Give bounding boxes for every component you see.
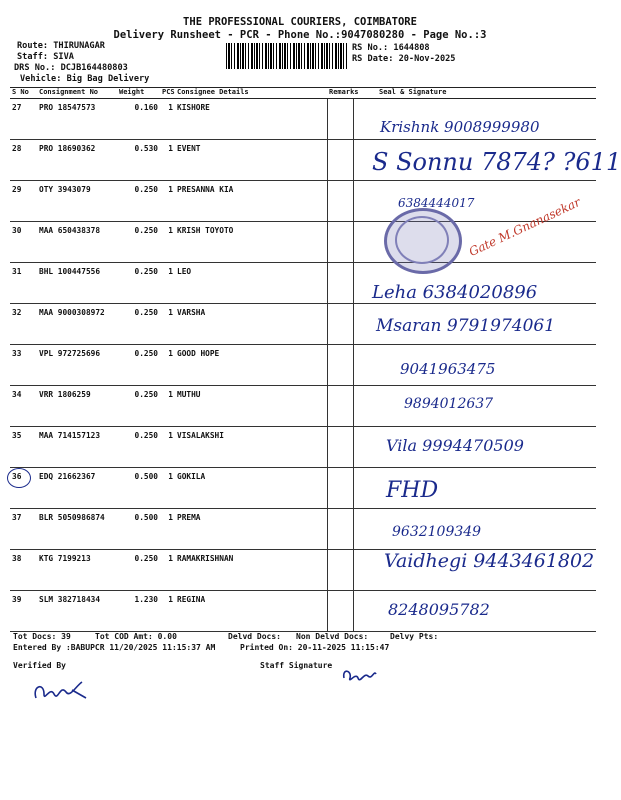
seal-cell <box>353 468 596 509</box>
signature-row-39: 8248095782 <box>388 600 490 619</box>
consignment-cell: VPL 972725696 <box>37 345 117 386</box>
verifier-signature <box>30 672 100 710</box>
pcs-cell: 1 <box>160 591 175 632</box>
consignee-cell: KISHORE <box>175 99 327 140</box>
consignee-cell: PREMA <box>175 509 327 550</box>
consignee-cell: GOKILA <box>175 468 327 509</box>
pcs-cell: 1 <box>160 386 175 427</box>
signature-row-36: FHD <box>386 478 439 503</box>
remarks-cell <box>327 263 353 304</box>
drs-number: DRS No.: DCJB164480803 <box>14 63 128 73</box>
sno-cell: 30 <box>10 222 37 263</box>
table-row <box>10 181 596 222</box>
consignment-cell: BHL 100447556 <box>37 263 117 304</box>
weight-cell: 0.160 <box>117 99 160 140</box>
table-row <box>10 550 596 591</box>
consignment-cell: OTY 3943079 <box>37 181 117 222</box>
delivery-points: Delvy Pts: <box>390 632 439 641</box>
table-row <box>10 591 596 632</box>
consignee-cell: PRESANNA KIA <box>175 181 327 222</box>
weight-cell: 0.250 <box>117 304 160 345</box>
remarks-cell <box>327 304 353 345</box>
weight-cell: 0.250 <box>117 181 160 222</box>
remarks-cell <box>327 99 353 140</box>
consignment-cell: MAA 650438378 <box>37 222 117 263</box>
remarks-cell <box>327 345 353 386</box>
table-row <box>10 304 596 345</box>
seal-cell <box>353 591 596 632</box>
consignment-cell: SLM 382718434 <box>37 591 117 632</box>
consignee-cell: KRISH TOYOTO <box>175 222 327 263</box>
seal-cell <box>353 140 596 181</box>
remarks-cell <box>327 509 353 550</box>
remarks-cell <box>327 591 353 632</box>
seal-cell <box>353 427 596 468</box>
weight-cell: 0.250 <box>117 222 160 263</box>
pcs-cell: 1 <box>160 509 175 550</box>
remarks-cell <box>327 427 353 468</box>
col-remarks: Remarks <box>327 88 353 99</box>
signature-row-37: 9632109349 <box>392 524 482 540</box>
verified-by-label: Verified By <box>13 661 66 670</box>
pcs-cell: 1 <box>160 140 175 181</box>
staff-signature-label: Staff Signature <box>260 661 333 670</box>
table-row <box>10 99 596 140</box>
seal-cell <box>353 99 596 140</box>
signature-row-32: Msaran 9791974061 <box>376 316 556 336</box>
rs-number: RS No.: 1644808 <box>352 43 430 53</box>
table-row <box>10 427 596 468</box>
consignee-cell: MUTHU <box>175 386 327 427</box>
consignment-cell: PRO 18690362 <box>37 140 117 181</box>
consignee-cell: GOOD HOPE <box>175 345 327 386</box>
vehicle-label: Vehicle: Big Bag Delivery <box>20 74 150 84</box>
weight-cell: 0.250 <box>117 550 160 591</box>
signature-row-28: S Sonnu 7874? ?611 <box>372 148 621 176</box>
consignee-cell: VARSHA <box>175 304 327 345</box>
pcs-cell: 1 <box>160 181 175 222</box>
total-docs: Tot Docs: 39 <box>13 632 71 641</box>
rs-date: RS Date: 20-Nov-2025 <box>352 54 456 64</box>
signature-row-31: Leha 6384020896 <box>372 282 538 303</box>
sno-cell: 31 <box>10 263 37 304</box>
signature-row-33: 9041963475 <box>400 360 496 378</box>
sno-cell: 35 <box>10 427 37 468</box>
non-delivered-docs: Non Delvd Docs: <box>296 632 369 641</box>
weight-cell: 0.500 <box>117 468 160 509</box>
staff-signature-mark <box>340 664 380 688</box>
runsheet-subtitle: Delivery Runsheet - PCR - Phone No.:9047080280 - Page No.:3 <box>113 29 487 41</box>
pcs-cell: 1 <box>160 263 175 304</box>
sno-cell: 38 <box>10 550 37 591</box>
consignment-cell: MAA 9000308972 <box>37 304 117 345</box>
remarks-cell <box>327 386 353 427</box>
col-consignment: Consignment No <box>37 88 117 99</box>
seal-cell <box>353 345 596 386</box>
sno-cell: 29 <box>10 181 37 222</box>
sno-cell: 32 <box>10 304 37 345</box>
entered-by: Entered By :BABUPCR 11/20/2025 11:15:37 AM <box>13 643 216 652</box>
seal-cell <box>353 181 596 222</box>
remarks-cell <box>327 140 353 181</box>
weight-cell: 0.250 <box>117 263 160 304</box>
pcs-cell: 1 <box>160 345 175 386</box>
seal-cell <box>353 263 596 304</box>
consignment-cell: BLR 5050986874 <box>37 509 117 550</box>
consignment-cell: VRR 1806259 <box>37 386 117 427</box>
weight-cell: 0.250 <box>117 386 160 427</box>
sno-cell: 36 <box>10 468 37 509</box>
consignee-cell: EVENT <box>175 140 327 181</box>
sno-cell: 34 <box>10 386 37 427</box>
barcode <box>226 43 348 69</box>
seal-cell <box>353 509 596 550</box>
col-seal: Seal & Signature <box>353 88 596 99</box>
table-row <box>10 140 596 181</box>
table-row <box>10 509 596 550</box>
signature-row-30: Gate M.Gnanasekar <box>466 195 583 259</box>
seal-cell <box>353 386 596 427</box>
col-weight: Weight <box>117 88 160 99</box>
sno-cell: 37 <box>10 509 37 550</box>
company-title: THE PROFESSIONAL COURIERS, COIMBATORE <box>183 16 417 28</box>
weight-cell: 0.250 <box>117 427 160 468</box>
pcs-cell: 1 <box>160 304 175 345</box>
sno-cell: 28 <box>10 140 37 181</box>
signature-row-34: 9894012637 <box>404 396 494 412</box>
table-header-row <box>10 88 596 99</box>
printed-on: Printed On: 20-11-2025 11:15:47 <box>240 643 390 652</box>
table-row <box>10 345 596 386</box>
col-consignee: Consignee Details <box>175 88 327 99</box>
runsheet-table <box>10 87 596 632</box>
delivered-docs: Delvd Docs: <box>228 632 281 641</box>
sno-cell: 33 <box>10 345 37 386</box>
col-pcs: PCS <box>160 88 175 99</box>
signature-row-35: Vila 9994470509 <box>386 436 524 455</box>
consignment-cell: EDQ 21662367 <box>37 468 117 509</box>
remarks-cell <box>327 181 353 222</box>
table-row <box>10 222 596 263</box>
company-seal-inner <box>395 216 449 264</box>
remarks-cell <box>327 222 353 263</box>
signature-row-38: Vaidhegi 9443461802 <box>384 550 595 572</box>
route-label: Route: THIRUNAGAR <box>17 41 105 51</box>
remarks-cell <box>327 550 353 591</box>
consignment-cell: PRO 18547573 <box>37 99 117 140</box>
total-cod: Tot COD Amt: 0.00 <box>95 632 177 641</box>
sno-cell: 39 <box>10 591 37 632</box>
table-row <box>10 468 596 509</box>
pcs-cell: 1 <box>160 550 175 591</box>
consignment-cell: MAA 714157123 <box>37 427 117 468</box>
weight-cell: 1.230 <box>117 591 160 632</box>
col-sno: S No <box>10 88 37 99</box>
remarks-cell <box>327 468 353 509</box>
weight-cell: 0.530 <box>117 140 160 181</box>
consignee-cell: VISALAKSHI <box>175 427 327 468</box>
weight-cell: 0.500 <box>117 509 160 550</box>
sno-cell: 27 <box>10 99 37 140</box>
signature-row-27: Krishnk 9008999980 <box>380 118 540 136</box>
consignee-cell: RAMAKRISHNAN <box>175 550 327 591</box>
seal-cell <box>353 550 596 591</box>
signature-row-29: 6384444017 <box>398 196 475 210</box>
pcs-cell: 1 <box>160 99 175 140</box>
seal-cell <box>353 304 596 345</box>
pcs-cell: 1 <box>160 468 175 509</box>
table-row <box>10 386 596 427</box>
pcs-cell: 1 <box>160 222 175 263</box>
consignment-cell: KTG 7199213 <box>37 550 117 591</box>
pcs-cell: 1 <box>160 427 175 468</box>
consignee-cell: LEO <box>175 263 327 304</box>
weight-cell: 0.250 <box>117 345 160 386</box>
staff-label: Staff: SIVA <box>17 52 74 62</box>
consignee-cell: REGINA <box>175 591 327 632</box>
row-36-circle-mark <box>7 468 31 488</box>
table-row <box>10 263 596 304</box>
